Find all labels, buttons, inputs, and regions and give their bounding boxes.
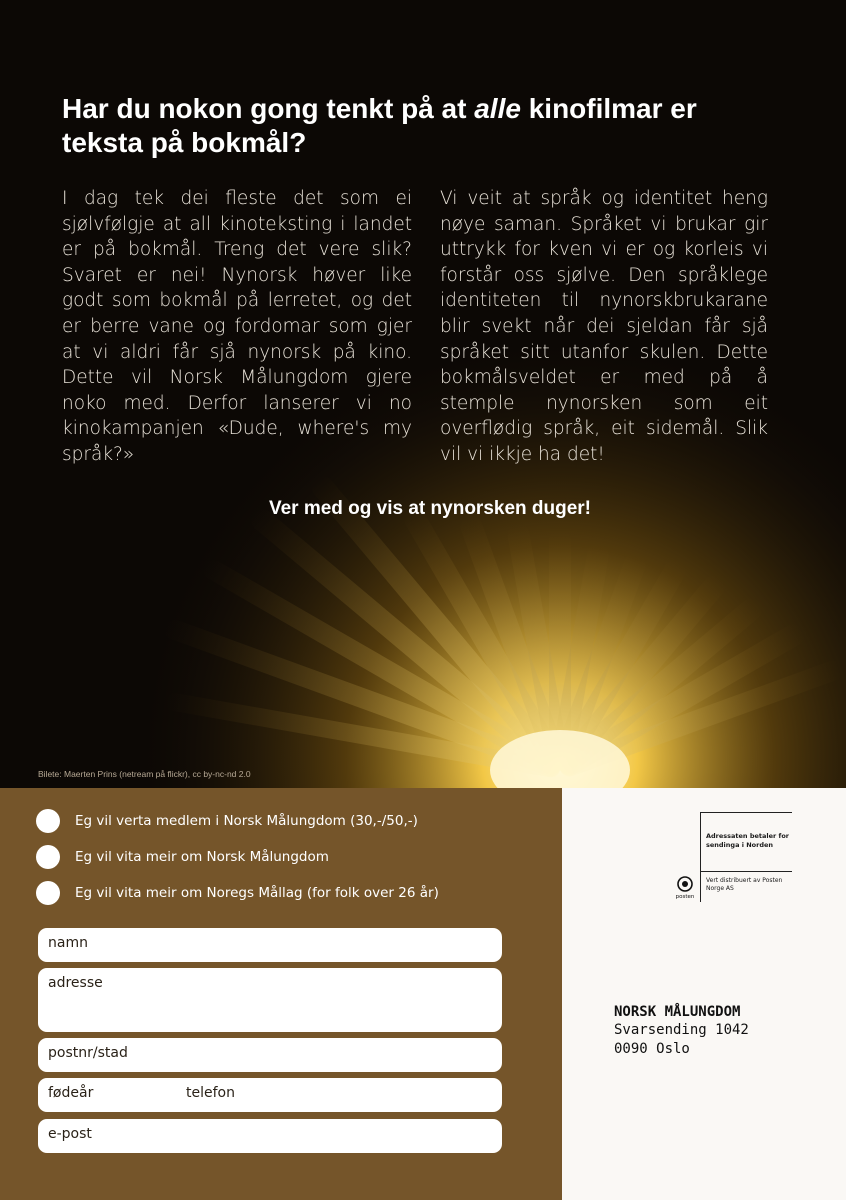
- recipient-address-line1: Svarsending 1042: [614, 1022, 749, 1038]
- name-field[interactable]: [38, 928, 502, 962]
- postage-divider: [700, 872, 701, 902]
- option-info-mallag[interactable]: [36, 880, 439, 906]
- postcode-field-label: postnr/stad: [48, 1045, 128, 1061]
- option-checkbox[interactable]: [36, 845, 60, 869]
- email-field-label: e-post: [48, 1126, 92, 1142]
- photo-credit: Bilete: Maerten Prins (netream på flickr), cc by-nc-nd 2.0: [38, 769, 251, 779]
- birthyear-field-label: fødeår: [48, 1085, 94, 1101]
- option-checkbox[interactable]: [36, 881, 60, 905]
- call-to-action: Ver med og vis at nynorsken duger!: [268, 498, 592, 519]
- headline: [62, 92, 782, 160]
- body-left-column: I dag tek dei fleste det som ei sjølvfølgje at all kinoteksting i landet er på bokmål. Treng det vere slik? Svaret er nei! Nynorsk høver like godt som bokmål på lerretet, og det er berre vane og fordomar som gjer at vi aldri får sjå nynorsk på kino. Dette vil Norsk Målungdom gjere noko med. Derfor lanserer vi no kinokampanjen «Dude, where's my språk?»: [62, 188, 412, 465]
- option-label: Eg vil verta medlem i Norsk Målungdom (30,-/50,-): [75, 813, 418, 829]
- recipient-address-line2: 0090 Oslo: [614, 1041, 690, 1057]
- postage-text: Adressaten betaler for sendinga i Norden: [706, 832, 789, 849]
- address-field[interactable]: [38, 968, 502, 1032]
- option-label: Eg vil vita meir om Norsk Målungdom: [75, 849, 329, 865]
- option-info-malungdom[interactable]: [36, 844, 329, 870]
- option-label: Eg vil vita meir om Noregs Mållag (for folk over 26 år): [75, 885, 439, 901]
- option-checkbox[interactable]: [36, 809, 60, 833]
- posten-logo-text: posten: [675, 894, 695, 899]
- headline-part1: Har du nokon gong tenkt på at: [62, 93, 475, 124]
- option-membership[interactable]: [36, 808, 418, 834]
- body-right-column: Vi veit at språk og identitet heng nøye saman. Språket vi brukar gir uttrykk for kven vi er og korleis vi forstår oss sjølve. Den språklege identiteten til nynorskbrukarane blir svekt når dei sjeldan får sjå språket sitt utanfor skulen. Dette bokmålsveldet er med på å stemple nynorsken som eit overflødig språk, eit sidemål. Slik vil vi ikkje ha det!: [440, 188, 768, 465]
- postcode-field[interactable]: [38, 1038, 502, 1072]
- birthyear-phone-field[interactable]: [38, 1078, 502, 1112]
- headline-part2: kinofilmar er teksta på bokmål?: [62, 93, 697, 158]
- phone-field-label: telefon: [186, 1085, 235, 1101]
- address-field-label: adresse: [48, 975, 103, 991]
- email-field[interactable]: [38, 1119, 502, 1153]
- headline-emphasis: alle: [474, 93, 521, 124]
- posten-logo-icon: [674, 875, 696, 899]
- distribution-text: Vert distribuert av Posten Norge AS: [706, 877, 783, 892]
- name-field-label: namn: [48, 935, 88, 951]
- recipient-name: NORSK MÅLUNGDOM: [614, 1004, 741, 1020]
